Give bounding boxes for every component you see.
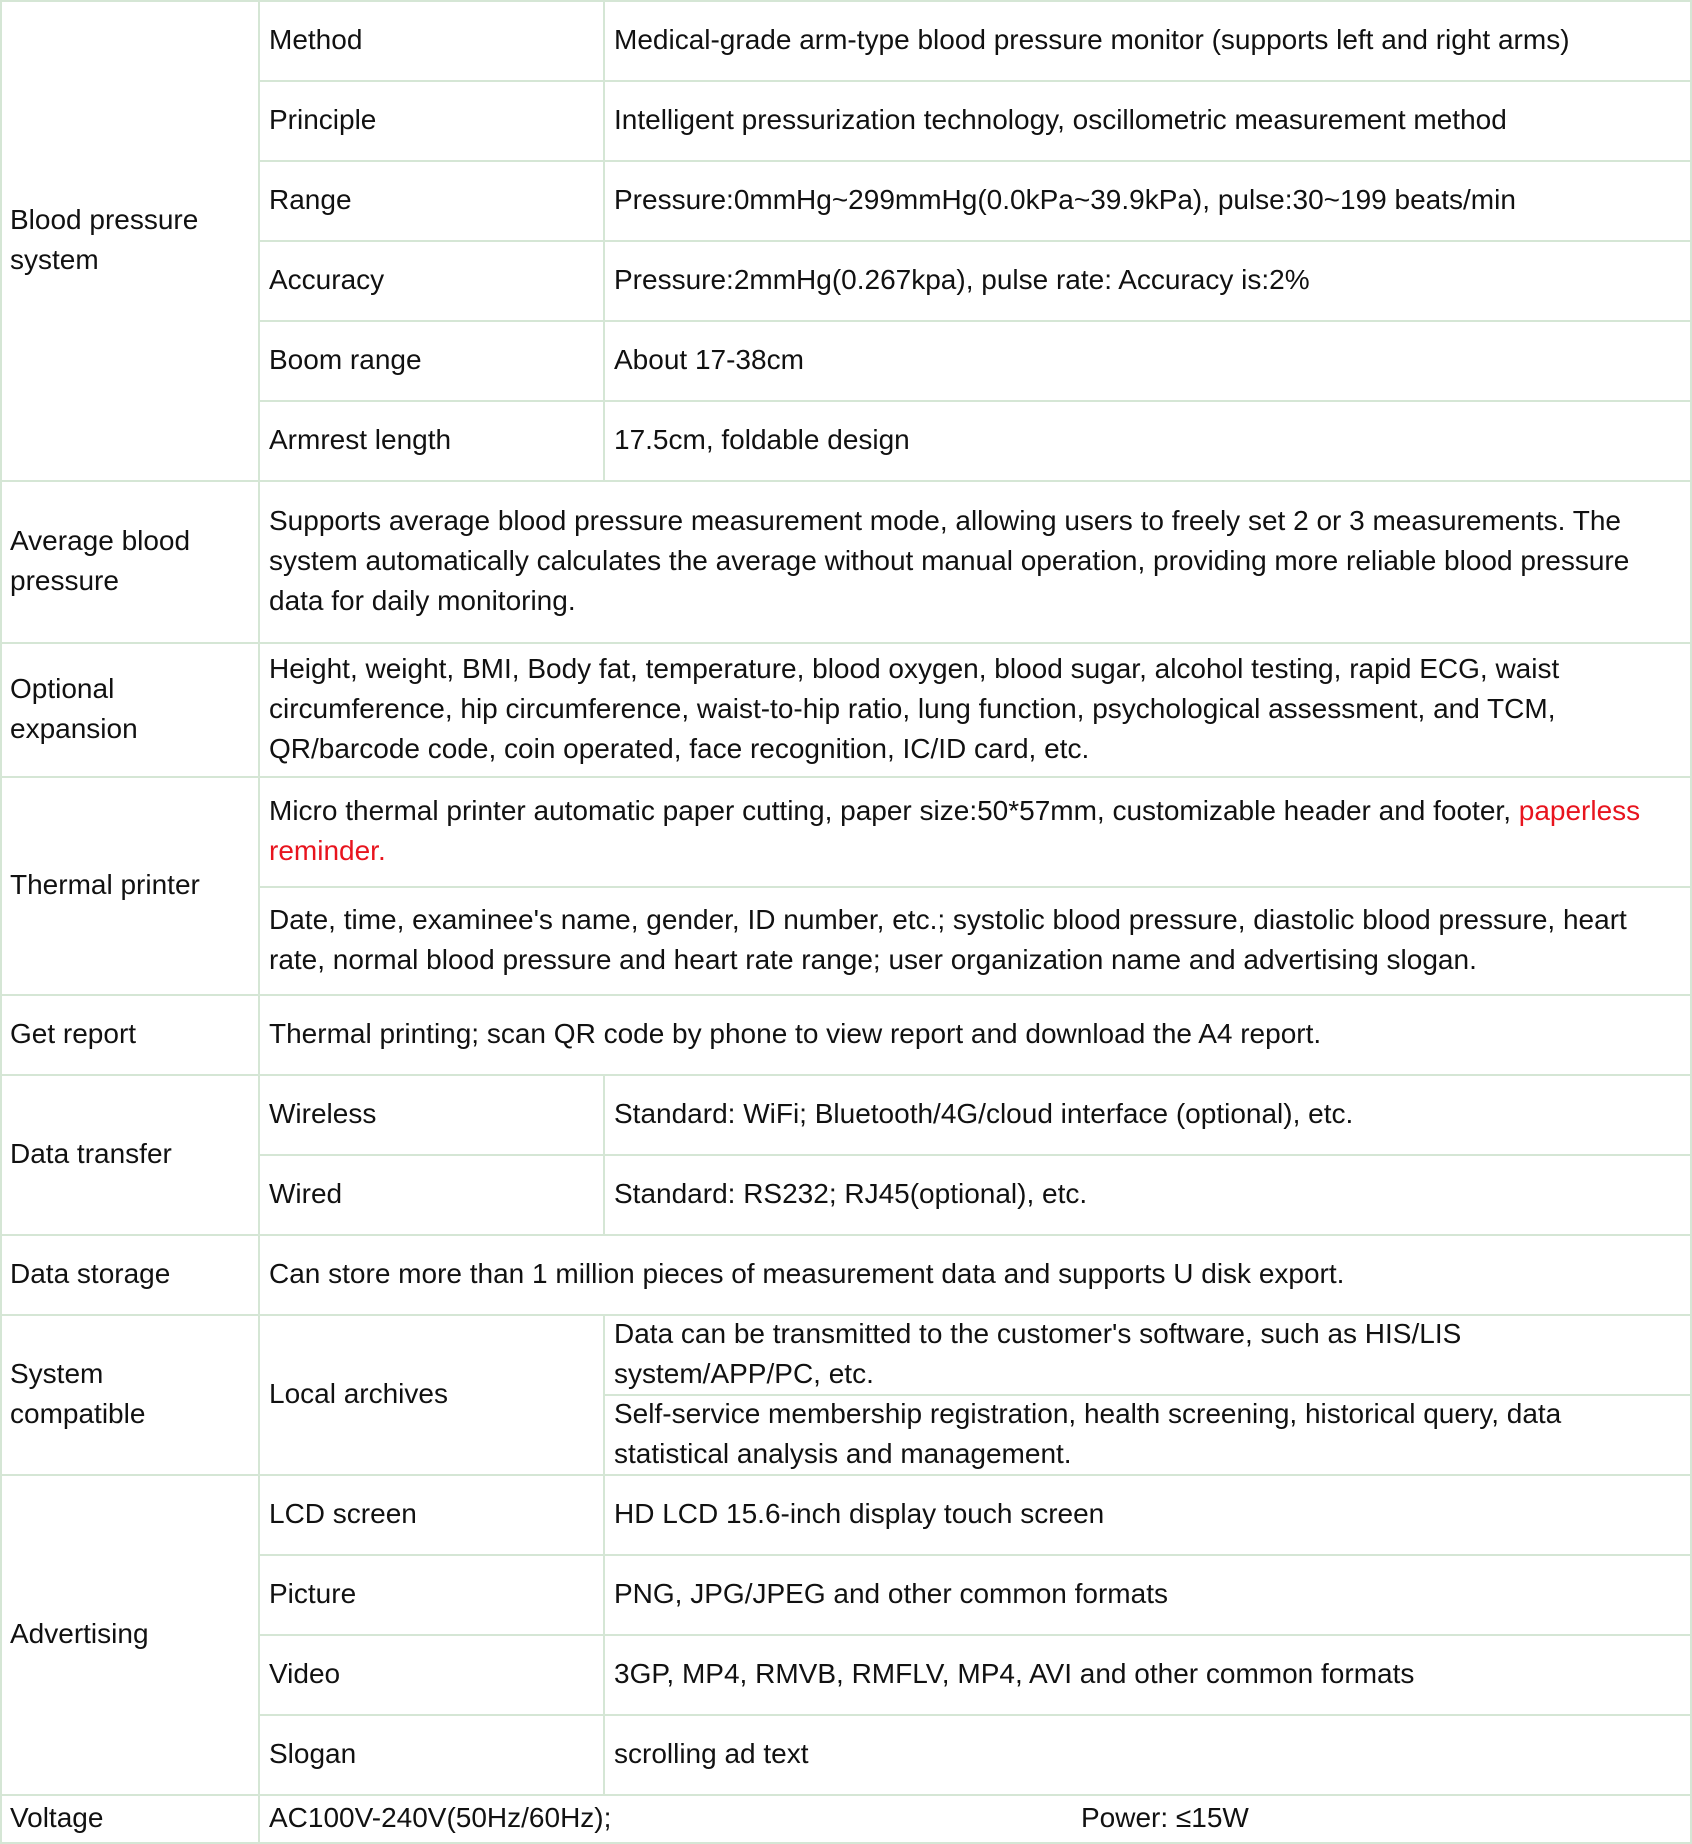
- row-value-boom-range: About 17-38cm: [604, 320, 1692, 402]
- label-system-compatible: System compatible: [0, 1314, 260, 1476]
- row-name-picture: Picture: [259, 1554, 605, 1636]
- row-value-principle: Intelligent pressurization technology, oscillometric measurement method: [604, 80, 1692, 162]
- row-name-armrest-length: Armrest length: [259, 400, 605, 482]
- label-blood-pressure-system: Blood pressure system: [0, 0, 260, 482]
- value-data-storage: Can store more than 1 million pieces of measurement data and supports U disk export.: [259, 1234, 1692, 1316]
- row-name-lcd-screen: LCD screen: [259, 1474, 605, 1556]
- value-local-archives-transmit: Data can be transmitted to the customer's software, such as HIS/LIS system/APP/PC, etc.: [604, 1314, 1692, 1396]
- row-value-lcd-screen: HD LCD 15.6-inch display touch screen: [604, 1474, 1692, 1556]
- row-name-slogan: Slogan: [259, 1714, 605, 1796]
- sub-label-local-archives: Local archives: [259, 1314, 605, 1476]
- row-value-wireless: Standard: WiFi; Bluetooth/4G/cloud interface (optional), etc.: [604, 1074, 1692, 1156]
- thermal-printer-paper-text: Micro thermal printer automatic paper cutting, paper size:50*57mm, customizable header and footer,: [269, 795, 1511, 826]
- value-thermal-printer-content: Date, time, examinee's name, gender, ID number, etc.; systolic blood pressure, diastolic blood pressure, heart rate, normal blood pressure and heart rate range; user organization name and advertising slogan.: [259, 886, 1692, 996]
- row-name-method: Method: [259, 0, 605, 82]
- label-voltage: Voltage: [0, 1794, 260, 1844]
- row-value-picture: PNG, JPG/JPEG and other common formats: [604, 1554, 1692, 1636]
- row-value-accuracy: Pressure:2mmHg(0.267kpa), pulse rate: Accuracy is:2%: [604, 240, 1692, 322]
- row-value-video: 3GP, MP4, RMVB, RMFLV, MP4, AVI and other common formats: [604, 1634, 1692, 1716]
- value-voltage: [259, 1794, 1692, 1844]
- row-value-slogan: scrolling ad text: [604, 1714, 1692, 1796]
- label-data-transfer: Data transfer: [0, 1074, 260, 1236]
- row-name-boom-range: Boom range: [259, 320, 605, 402]
- value-local-archives-management: Self-service membership registration, health screening, historical query, data statistical analysis and management.: [604, 1394, 1692, 1476]
- row-name-accuracy: Accuracy: [259, 240, 605, 322]
- row-name-wired: Wired: [259, 1154, 605, 1236]
- label-get-report: Get report: [0, 994, 260, 1076]
- label-thermal-printer: Thermal printer: [0, 776, 260, 996]
- row-name-video: Video: [259, 1634, 605, 1716]
- power-value: Power: ≤15W: [1081, 1802, 1249, 1833]
- value-optional-expansion: Height, weight, BMI, Body fat, temperature, blood oxygen, blood sugar, alcohol testing, rapid ECG, waist circumference, hip circumference, waist-to-hip ratio, lung function, psychological assessment, and TCM, QR/barcode code, coin operated, face recognition, IC/ID card, etc.: [259, 642, 1692, 778]
- row-value-armrest-length: 17.5cm, foldable design: [604, 400, 1692, 482]
- value-average-blood-pressure: Supports average blood pressure measurement mode, allowing users to freely set 2 or 3 measurements. The system automatically calculates the average without manual operation, providing more reliable blood pressure data for daily monitoring.: [259, 480, 1692, 644]
- row-value-wired: Standard: RS232; RJ45(optional), etc.: [604, 1154, 1692, 1236]
- row-value-method: Medical-grade arm-type blood pressure monitor (supports left and right arms): [604, 0, 1692, 82]
- voltage-value: AC100V-240V(50Hz/60Hz);: [269, 1802, 612, 1833]
- label-advertising: Advertising: [0, 1474, 260, 1796]
- label-data-storage: Data storage: [0, 1234, 260, 1316]
- row-name-range: Range: [259, 160, 605, 242]
- paperless-reminder-highlight: paperless reminder.: [269, 795, 1641, 866]
- label-average-blood-pressure: Average blood pressure: [0, 480, 260, 644]
- row-name-principle: Principle: [259, 80, 605, 162]
- row-value-range: Pressure:0mmHg~299mmHg(0.0kPa~39.9kPa), pulse:30~199 beats/min: [604, 160, 1692, 242]
- label-optional-expansion: Optional expansion: [0, 642, 260, 778]
- row-name-wireless: Wireless: [259, 1074, 605, 1156]
- value-get-report: Thermal printing; scan QR code by phone to view report and download the A4 report.: [259, 994, 1692, 1076]
- value-thermal-printer-paper: [259, 776, 1692, 888]
